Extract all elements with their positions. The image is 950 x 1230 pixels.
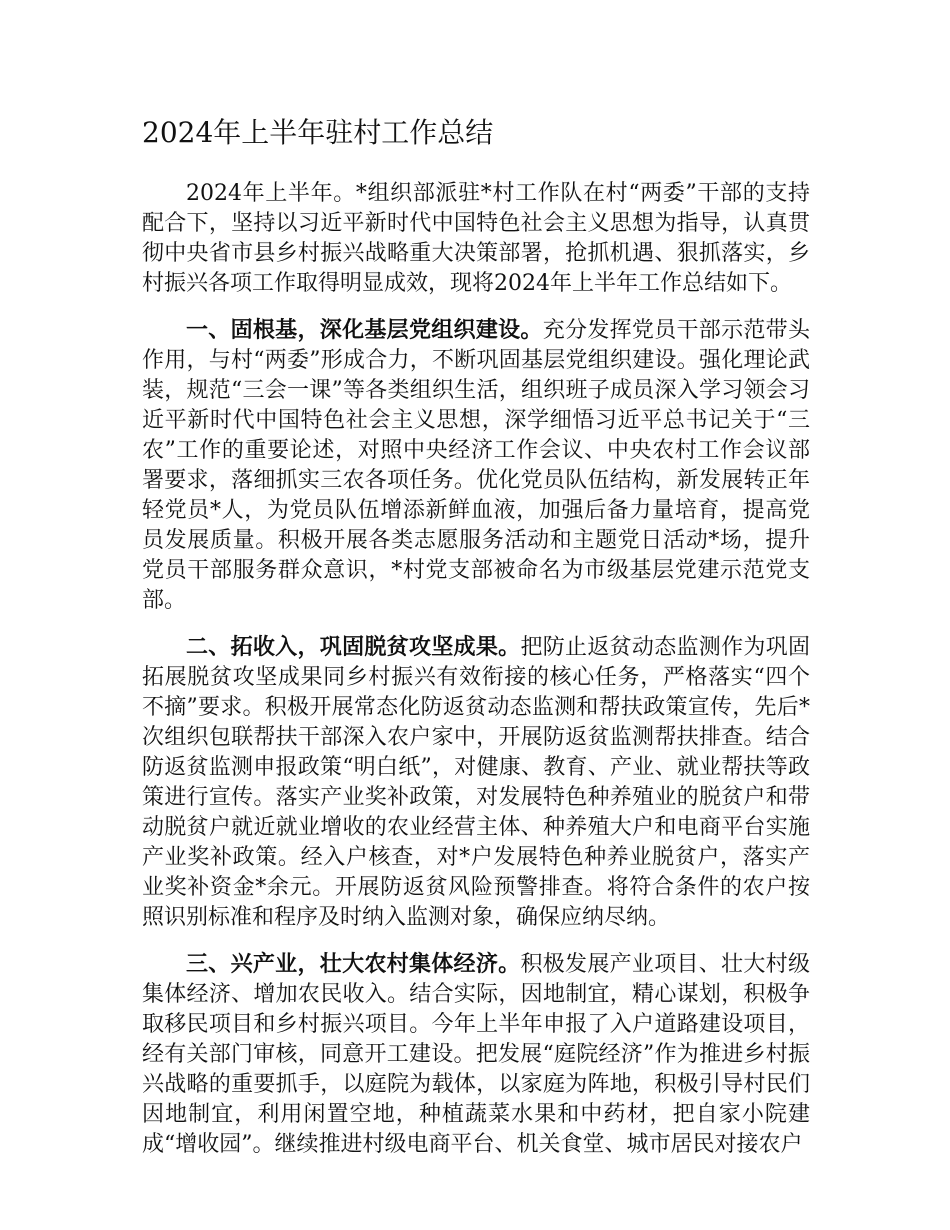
paragraph-text: 2024年上半年。*组织部派驻*村工作队在村“两委”干部的支持配合下，坚持以习近平新时代中国特色社会主义思想为指导，认真贯彻中央省市县乡村振兴战略重大决策部署，抢抓机遇、狠抓落实，乡村振兴各项工作取得明显成效，现将2024年上半年工作总结如下。 xyxy=(142,181,810,296)
paragraph-section-2 xyxy=(142,632,810,933)
section-heading: 三、兴产业，壮大农村集体经济。 xyxy=(186,951,521,977)
paragraph-text: 积极发展产业项目、壮大村级集体经济、增加农民收入。结合实际，因地制宜，精心谋划，积极争取移民项目和乡村振兴项目。今年上半年申报了入户道路建设项目，经有关部门审核，同意开工建设。把发展“庭院经济”作为推进乡村振兴战略的重要抓手，以庭院为载体，以家庭为阵地，积极引导村民们因地制宜，利用闲置空地，种植蔬菜水果和中药材，把自家小院建成“增收园”。继续推进村级电商平台、机关食堂、城市居民对接农户 xyxy=(142,952,810,1157)
paragraph-section-1 xyxy=(142,315,810,616)
document-body xyxy=(142,112,810,1176)
paragraph-text: 充分发挥党员干部示范带头作用，与村“两委”形成合力，不断巩固基层党组织建设。强化理论武装，规范“三会一课”等各类组织生活，组织班子成员深入学习领会习近平新时代中国特色社会主义思想，深学细悟习近平总书记关于“三农”工作的重要论述，对照中央经济工作会议、中央农村工作会议部署要求，落细抓实三农各项任务。优化党员队伍结构，新发展转正年轻党员*人，为党员队伍增添新鲜血液，加强后备力量培育，提高党员发展质量。积极开展各类志愿服务活动和主题党日活动*场，提升党员干部服务群众意识，*村党支部被命名为市级基层党建示范党支部。 xyxy=(142,318,810,613)
section-heading: 二、拓收入，巩固脱贫攻坚成果。 xyxy=(186,634,521,660)
paragraph-section-3 xyxy=(142,949,810,1160)
section-heading: 一、固根基，深化基层党组织建设。 xyxy=(186,317,543,343)
paragraph-text: 把防止返贫动态监测作为巩固拓展脱贫攻坚成果同乡村振兴有效衔接的核心任务，严格落实“四个不摘”要求。积极开展常态化防返贫动态监测和帮扶政策宣传，先后*次组织包联帮扶干部深入农户家中，开展防返贫监测帮扶排查。结合防返贫监测申报政策“明白纸”，对健康、教育、产业、就业帮扶等政策进行宣传。落实产业奖补政策，对发展特色种养殖业的脱贫户和带动脱贫户就近就业增收的农业经营主体、种养殖大户和电商平台实施产业奖补政策。经入户核查，对*户发展特色种养业脱贫户，落实产业奖补资金*余元。开展防返贫风险预警排查。将符合条件的农户按照识别标准和程序及时纳入监测对象，确保应纳尽纳。 xyxy=(142,635,810,930)
paragraph-intro xyxy=(142,178,810,299)
document-title: 2024年上半年驻村工作总结 xyxy=(142,116,494,149)
